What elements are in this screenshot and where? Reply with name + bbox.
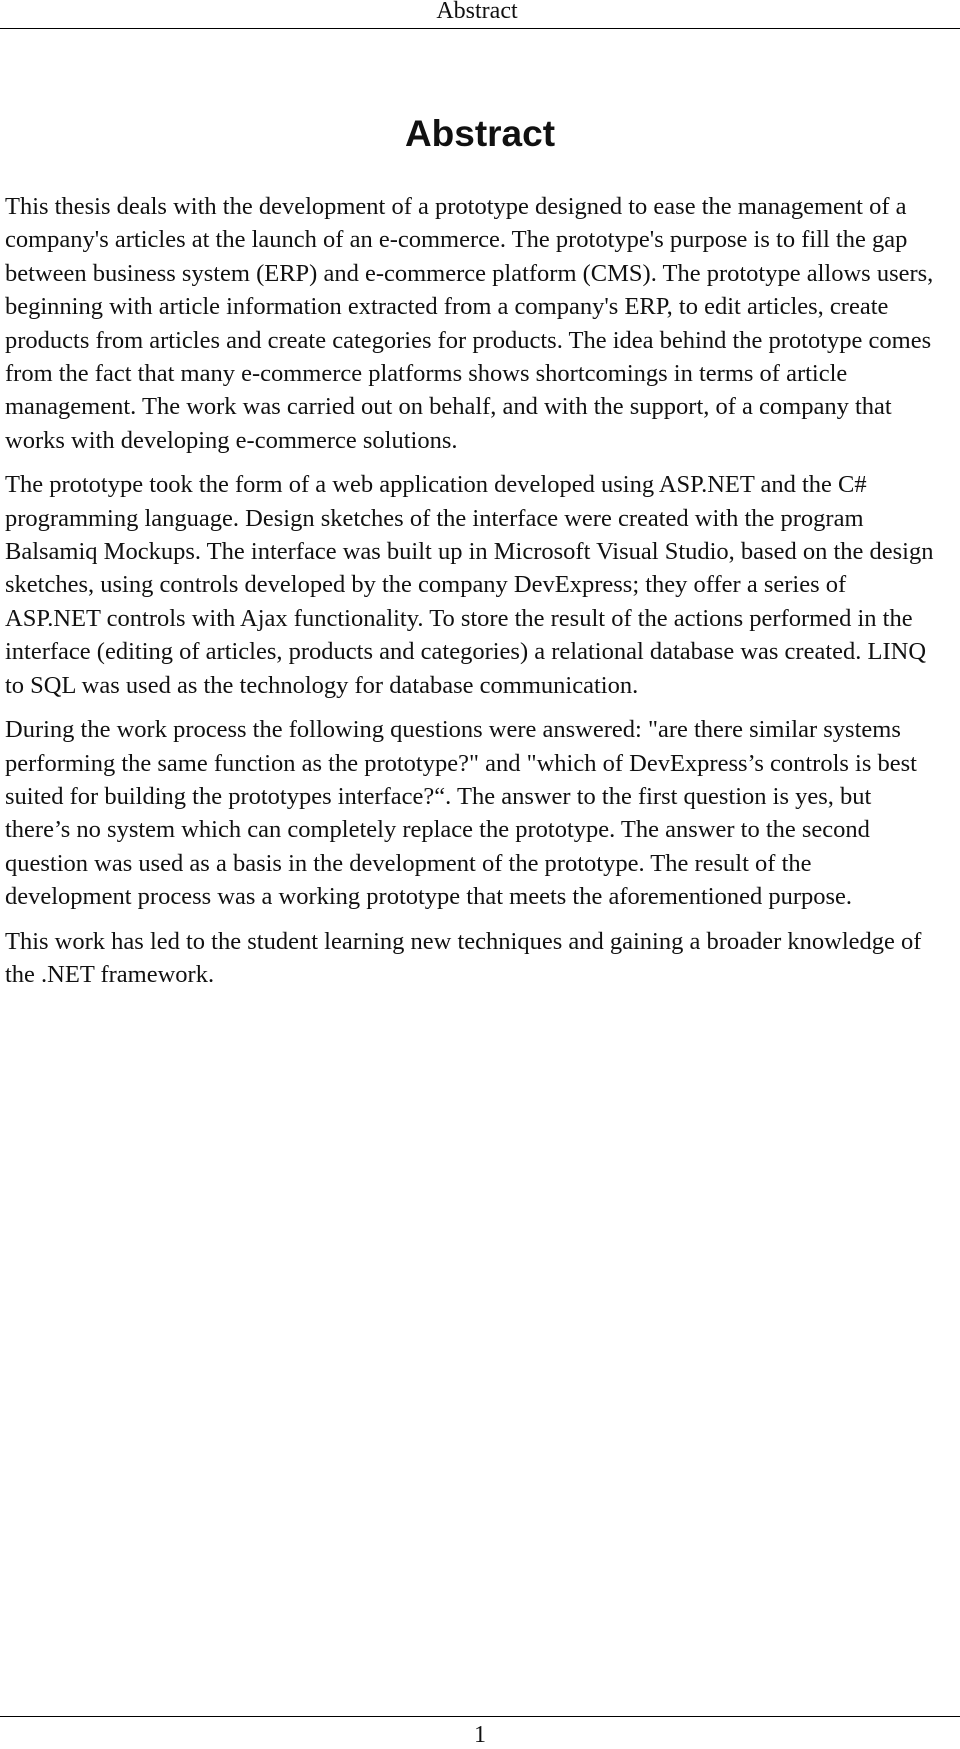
abstract-body [5,190,935,1002]
page-number: 1 [474,1722,486,1748]
abstract-paragraph-1: This thesis deals with the development of a prototype designed to ease the management of a company's articles at the launch of an e-commerce. The prototype's purpose is to fill the gap between business system (ERP) and e-commerce platform (CMS). The prototype allows users, beginning with article information extracted from a company's ERP, to edit articles, create products from articles and create categories for products. The idea behind the prototype comes from the fact that many e-commerce platforms shows shortcomings in terms of article management. The work was carried out on behalf, and with the support, of a company that works with developing e-commerce solutions. [5,193,934,454]
abstract-paragraph-3: During the work process the following questions were answered: "are there similar systems performing the same function as the prototype?" and "which of DevExpress’s controls is best suited for building the prototypes interface?“. The answer to the first question is yes, but there’s no system which can completely replace the prototype. The answer to the second question was used as a basis in the development of the prototype. The result of the development process was a working prototype that meets the aforementioned purpose. [5,716,917,911]
abstract-paragraph-2: The prototype took the form of a web application developed using ASP.NET and the C# programming language. Design sketches of the interface were created with the program Balsamiq Mockups. The interface was built up in Microsoft Visual Studio, based on the design sketches, using controls developed by the company DevExpress; they offer a series of ASP.NET controls with Ajax functionality. To store the result of the actions performed in the interface (editing of articles, products and categories) a relational database was created. LINQ to SQL was used as the technology for database communication. [5,471,934,699]
running-header [0,0,960,29]
page-title: Abstract [404,113,556,154]
running-header-title: Abstract [436,0,518,24]
footer-divider [0,1716,960,1717]
abstract-paragraph-4: This work has led to the student learning new techniques and gaining a broader knowledge of the .NET framework. [5,927,922,988]
